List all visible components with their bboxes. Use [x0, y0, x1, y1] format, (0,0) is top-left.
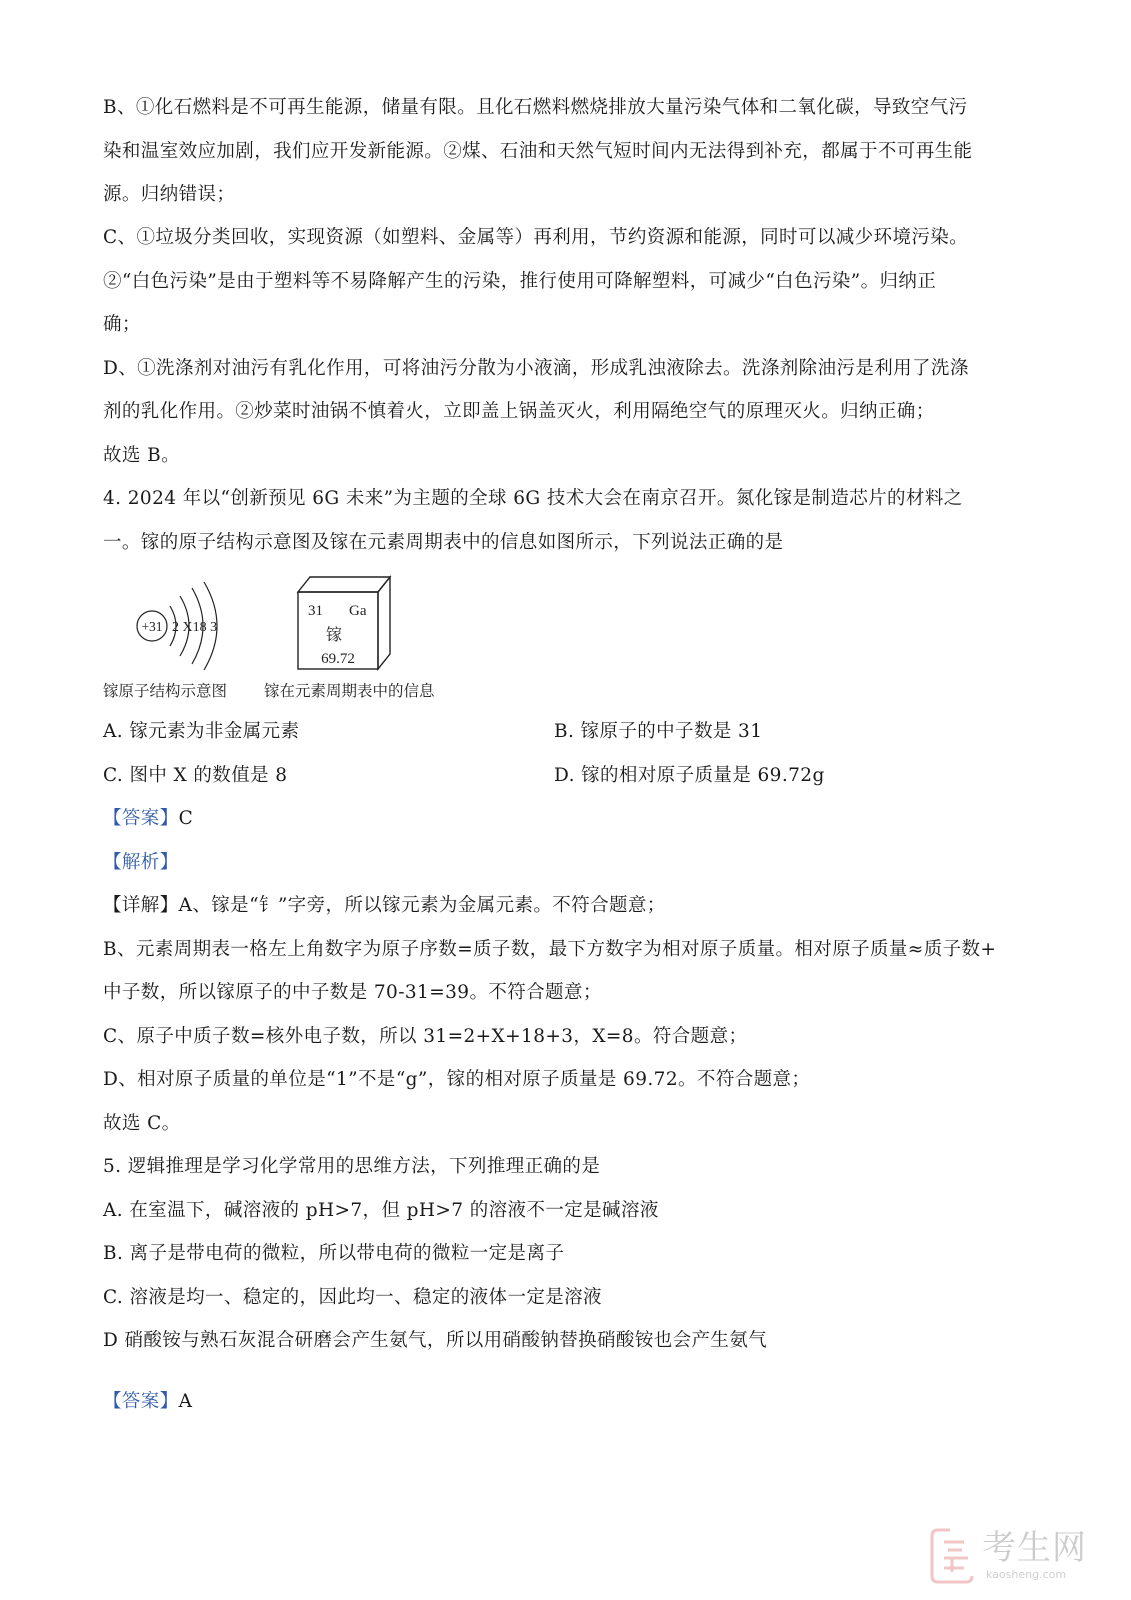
- text-line: 染和温室效应加剧，我们应开发新能源。②煤、石油和天然气短时间内无法得到补充，都属于不可再生能: [103, 141, 973, 162]
- analysis-label: 【解析】: [103, 852, 179, 873]
- answer-line: [103, 807, 193, 831]
- figure-caption-right: 镓在元素周期表中的信息: [264, 682, 435, 700]
- atomic-number: 31: [308, 603, 323, 619]
- text-line: ②“白色污染”是由于塑料等不易降解产生的污染，推行使用可降解塑料，可减少“白色污染”。归纳正: [103, 271, 937, 292]
- option-b: B. 离子是带电荷的微粒，所以带电荷的微粒一定是离子: [103, 1243, 565, 1264]
- detail-line: [103, 894, 666, 918]
- text-line: C、①垃圾分类回收，实现资源（如塑料、金属等）再利用，节约资源和能源，同时可以减少环境污染。: [103, 227, 969, 248]
- watermark-text: 考生网: [982, 1528, 1087, 1568]
- shell-electron-label: 2 X18 3: [172, 620, 218, 635]
- text-line: 剂的乳化作用。②炒菜时油锅不慎着火，立即盖上锅盖灭火，利用隔绝空气的原理灭火。归纳正确；: [103, 401, 935, 422]
- detail-line: 中子数，所以镓原子的中子数是 70-31=39。不符合题意；: [103, 982, 602, 1003]
- figure-caption-left: 镓原子结构示意图: [103, 682, 228, 700]
- question-4-stem-cont: 一。镓的原子结构示意图及镓在元素周期表中的信息如图所示，下列说法正确的是: [103, 532, 784, 553]
- option-a: A. 在室温下，碱溶液的 pH>7，但 pH>7 的溶液不一定是碱溶液: [103, 1200, 659, 1221]
- question-4-stem: 4. 2024 年以“创新预见 6G 未来”为主题的全球 6G 技术大会在南京召开。氮化镓是制造芯片的材料之: [103, 488, 963, 509]
- text-line: 确；: [103, 314, 141, 335]
- option-d: D. 镓的相对原子质量是 69.72g: [554, 765, 825, 786]
- text-line: 故选 B。: [103, 445, 180, 466]
- text-line: B、①化石燃料是不可再生能源，储量有限。且化石燃料燃烧排放大量污染气体和二氧化碳，导致空气污: [103, 97, 968, 118]
- atomic-mass: 69.72: [321, 651, 355, 667]
- periodic-table-cell: [292, 574, 396, 674]
- watermark-logo-icon: [928, 1528, 976, 1584]
- detail-line: D、相对原子质量的单位是“1”不是“g”，镓的相对原子质量是 69.72。不符合题意；: [103, 1069, 811, 1090]
- option-b: B. 镓原子的中子数是 31: [554, 721, 763, 742]
- atomic-structure-diagram: [120, 580, 250, 672]
- element-symbol: Ga: [349, 603, 367, 619]
- nucleus-label: +31: [141, 619, 163, 634]
- analysis-line: [103, 851, 179, 875]
- detail-line: C、原子中质子数=核外电子数，所以 31=2+X+18+3，X=8。符合题意；: [103, 1026, 748, 1047]
- answer-line: [103, 1390, 192, 1414]
- option-c: C. 溶液是均一、稳定的，因此均一、稳定的液体一定是溶液: [103, 1287, 602, 1308]
- detail-label: 【详解】: [103, 895, 179, 916]
- watermark-url: kaosheng.com: [986, 1568, 1067, 1581]
- answer-label: 【答案】: [103, 808, 179, 829]
- answer-value: A: [178, 1391, 193, 1412]
- answer-value: C: [178, 808, 194, 829]
- detail-line: 故选 C。: [103, 1113, 181, 1134]
- detail-text: A、镓是“钅”字旁，所以镓元素为金属元素。不符合题意；: [178, 895, 666, 916]
- text-line: 源。归纳错误；: [103, 184, 236, 205]
- answer-label: 【答案】: [103, 1391, 179, 1412]
- element-name: 镓: [325, 625, 343, 644]
- question-5-stem: 5. 逻辑推理是学习化学常用的思维方法，下列推理正确的是: [103, 1156, 601, 1177]
- option-a: A. 镓元素为非金属元素: [103, 721, 300, 742]
- text-line: D、①洗涤剂对油污有乳化作用，可将油污分散为小液滴，形成乳浊液除去。洗涤剂除油污是利用了洗涤: [103, 358, 969, 379]
- detail-line: B、元素周期表一格左上角数字为原子序数=质子数，最下方数字为相对原子质量。相对原子质量≈质子数+: [103, 939, 997, 960]
- option-c: C. 图中 X 的数值是 8: [103, 765, 288, 786]
- option-d: D 硝酸铵与熟石灰混合研磨会产生氨气，所以用硝酸钠替换硝酸铵也会产生氨气: [103, 1330, 768, 1351]
